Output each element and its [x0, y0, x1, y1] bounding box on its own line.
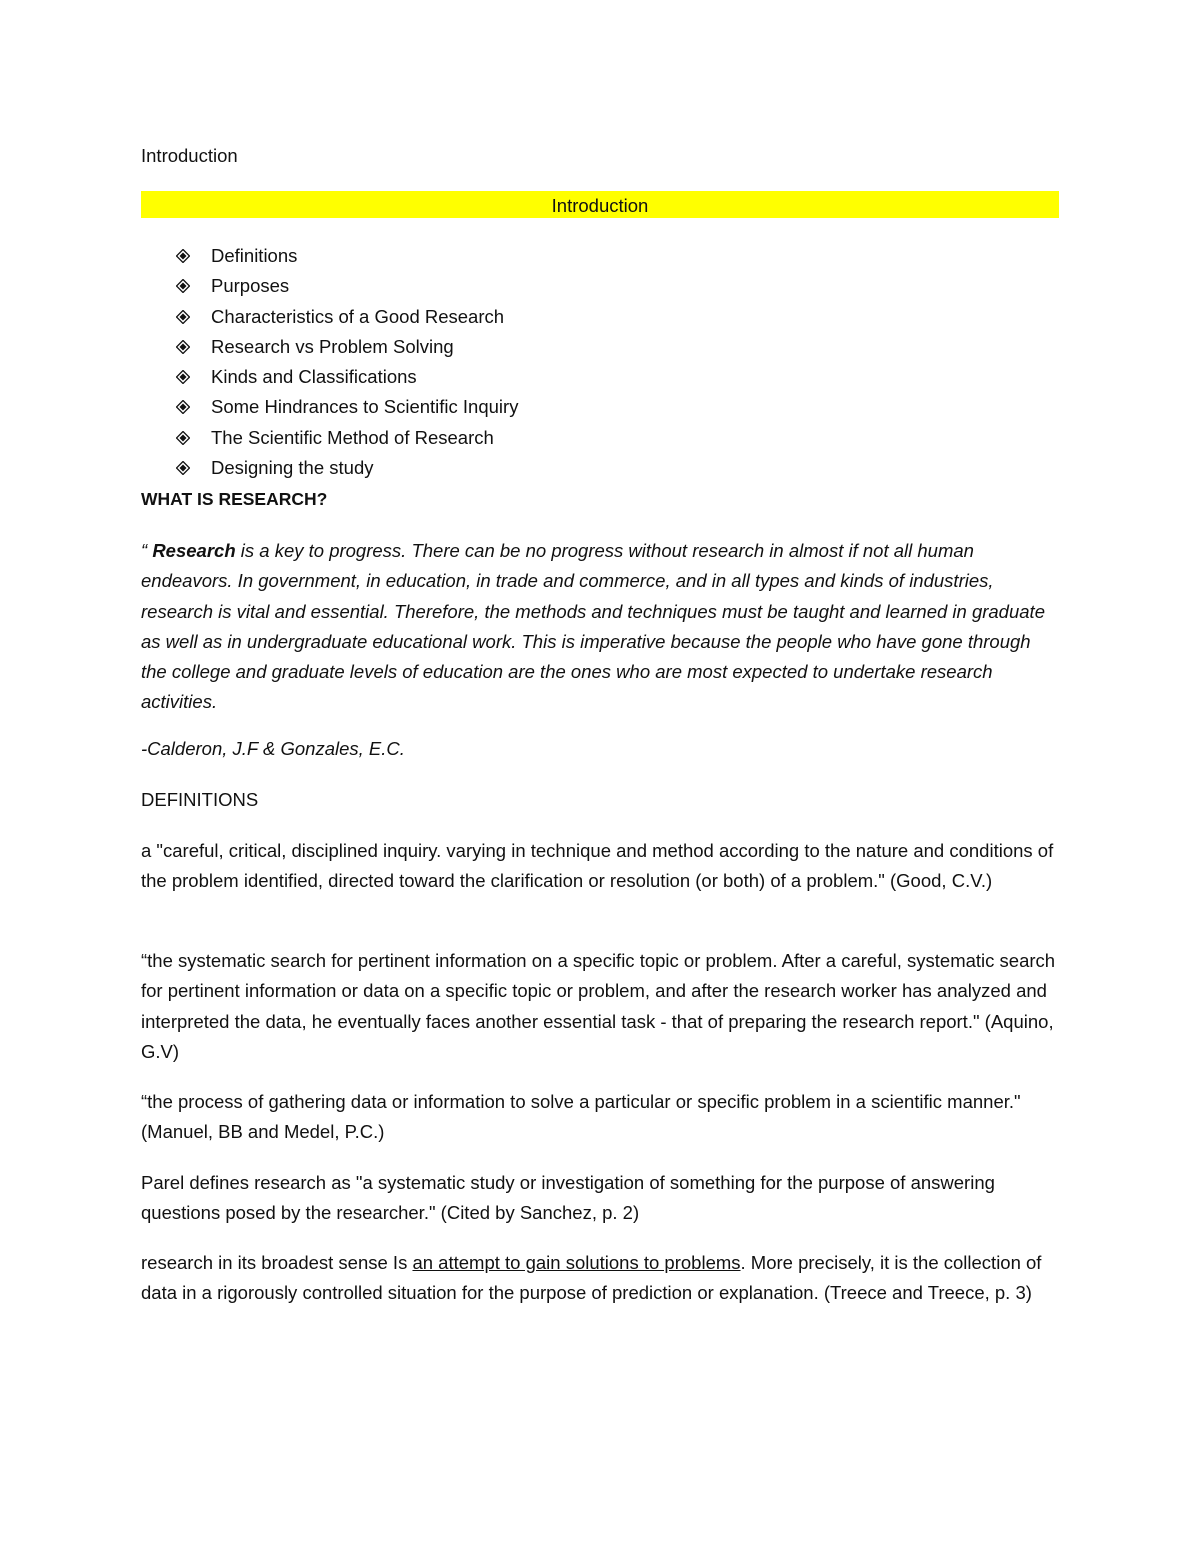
diamond-bullet-icon [176, 461, 190, 475]
definition-paragraph: “the process of gathering data or information to solve a particular or specific problem in a scientific manner." (Manuel, BB and Medel, P.C.) [141, 1091, 1021, 1143]
research-quote [141, 536, 1059, 718]
definition-text-before: research in its broadest sense Is [141, 1252, 413, 1273]
list-item-label: Kinds and Classifications [211, 366, 417, 388]
list-item [141, 364, 518, 394]
list-item [141, 334, 518, 364]
page-title: Introduction [141, 145, 238, 166]
list-item-label: Research vs Problem Solving [211, 335, 454, 357]
quote-open-mark: “ [141, 540, 153, 561]
quote-body: is a key to progress. There can be no progress without research in almost if not all human endeavors. In government, in education, in trade and commerce, and in all types and kinds of industries, research is vital and essential. Therefore, the methods and techniques must be taught and learned in graduate as well as in undergraduate educational work. This is imperative because the people who have gone through the college and graduate levels of education are the ones who are most expected to undertake research activities. [141, 540, 1045, 713]
list-item [141, 394, 518, 424]
definition-paragraph: a "careful, critical, disciplined inquiry. varying in technique and method according to the nature and conditions of the problem identified, directed toward the clarification or resolution (or both) of a problem." (Good, C.V.) [141, 840, 1054, 892]
list-item-label: The Scientific Method of Research [211, 426, 494, 448]
definition-text-after: . More precisely, it is the collection of data in a rigorously controlled situation for the purpose of prediction or explanation. (Treece and Treece, p. 3) [141, 1252, 1042, 1304]
diamond-bullet-icon [176, 431, 190, 445]
list-item-label: Designing the study [211, 457, 374, 479]
list-item [141, 273, 518, 303]
quote-bold-term: Research [152, 540, 236, 561]
list-item-label: Some Hindrances to Scientific Inquiry [211, 396, 519, 418]
diamond-bullet-icon [176, 400, 190, 414]
list-item [141, 304, 518, 334]
section-heading-what-is-research: WHAT IS RESEARCH? [141, 489, 328, 509]
quote-author: -Calderon, J.F & Gonzales, E.C. [141, 738, 405, 759]
definition-paragraph-treece [141, 1248, 1059, 1309]
section-heading-definitions: DEFINITIONS [141, 789, 259, 810]
list-item [141, 243, 518, 273]
list-item [141, 425, 518, 455]
outline-list [141, 243, 518, 485]
list-item-label: Definitions [211, 245, 298, 266]
highlighted-heading: Introduction [141, 191, 1059, 218]
diamond-bullet-icon [176, 370, 190, 384]
definition-paragraph: Parel defines research as "a systematic study or investigation of something for the purpose of answering questions posed by the researcher." (Cited by Sanchez, p. 2) [141, 1172, 995, 1224]
definition-paragraph: “the systematic search for pertinent information on a specific topic or problem. After a careful, systematic search for pertinent information or data on a specific topic or problem, and after the research worker has analyzed and interpreted the data, he eventually faces another essential task - that of preparing the research report." (Aquino, G.V) [141, 950, 1056, 1062]
diamond-bullet-icon [176, 279, 190, 293]
list-item [141, 455, 518, 485]
diamond-bullet-icon [176, 340, 190, 354]
list-item-label: Characteristics of a Good Research [211, 305, 505, 327]
list-item-label: Purposes [211, 275, 290, 297]
definition-underlined-phrase: an attempt to gain solutions to problems [412, 1252, 741, 1273]
diamond-bullet-icon [176, 310, 190, 324]
diamond-bullet-icon [176, 249, 190, 263]
